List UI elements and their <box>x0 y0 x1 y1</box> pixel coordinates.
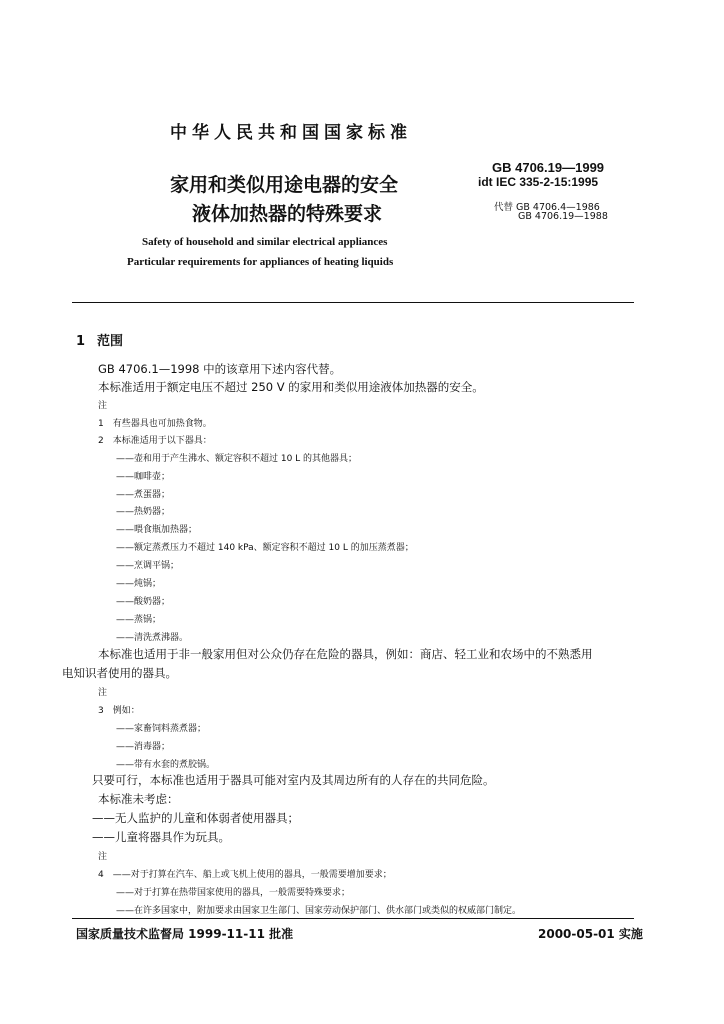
approval-statement: 国家质量技术监督局 1999-11-11 批准 <box>76 927 294 941</box>
implementation-date: 2000-05-01 实施 <box>538 927 643 941</box>
body-line: ——炖锅； <box>116 579 162 589</box>
standard-number: GB 4706.19—1999 <box>492 160 605 175</box>
body-line: 注 <box>98 401 108 411</box>
standard-title-line2: 液体加热器的特殊要求 <box>192 203 383 225</box>
body-line: 注 <box>98 852 108 862</box>
body-line: ——对于打算在热带国家使用的器具，一般需要特殊要求； <box>116 888 351 898</box>
body-line: 本标准适用于额定电压不超过 250 V 的家用和类似用途液体加热器的安全。 <box>98 380 484 394</box>
body-line: 3 例如： <box>98 706 140 716</box>
body-line: 1 有些器具也可加热食物。 <box>98 419 212 429</box>
body-line: 2 本标准适用于以下器具： <box>98 436 212 446</box>
standard-title-line1: 家用和类似用途电器的安全 <box>170 174 399 196</box>
body-line: ——煮蛋器； <box>116 490 171 500</box>
body-line: 本标准也适用于非一般家用但对公众仍存在危险的器具，例如：商店、轻工业和农场中的不熟悉用 <box>98 647 593 661</box>
english-title-line1: Safety of household and similar electrical appliances <box>142 236 388 248</box>
body-line: ——家畜饲料蒸煮器； <box>116 724 207 734</box>
body-line: ——烹调平锅； <box>116 561 180 571</box>
body-line: ——咖啡壶； <box>116 472 171 482</box>
body-line: 注 <box>98 688 108 698</box>
issuing-organization: 中华人民共和国国家标准 <box>170 123 412 143</box>
body-line: 本标准未考虑： <box>98 792 179 806</box>
section-number: 1 <box>76 334 86 349</box>
body-line: ——清洗煮沸器。 <box>116 633 189 643</box>
body-line: ——在许多国家中，附加要求由国家卫生部门、国家劳动保护部门、供水部门或类似的权威部门制定。 <box>116 906 522 916</box>
body-line: ——蒸锅； <box>116 615 162 625</box>
body-line: ——壶和用于产生沸水、额定容积不超过 10 L 的其他器具； <box>116 454 358 464</box>
body-line: 只要可行，本标准也适用于器具可能对室内及其周边所有的人存在的共同危险。 <box>92 773 495 787</box>
body-line: ——带有水套的煮胶锅。 <box>116 760 216 770</box>
header-divider <box>72 302 634 303</box>
body-line: ——热奶器； <box>116 507 171 517</box>
body-line: 电知识者使用的器具。 <box>62 666 177 680</box>
section-heading <box>76 330 135 349</box>
body-line: GB 4706.1—1998 中的该章用下述内容代替。 <box>98 362 342 376</box>
body-line: 4 ——对于打算在汽车、船上或飞机上使用的器具，一般需要增加要求； <box>98 870 392 880</box>
body-line: ——消毒器； <box>116 742 171 752</box>
body-line: ——额定蒸煮压力不超过 140 kPa、额定容积不超过 10 L 的加压蒸煮器； <box>116 543 414 553</box>
body-line: ——无人监护的儿童和体弱者使用器具； <box>92 811 299 825</box>
idt-reference: idt IEC 335-2-15:1995 <box>478 175 599 189</box>
body-line: ——喂食瓶加热器； <box>116 525 198 535</box>
footer-divider <box>72 918 634 919</box>
english-title-line2: Particular requirements for appliances of heating liquids <box>127 256 394 268</box>
body-line: ——酸奶器； <box>116 597 171 607</box>
replaces-line1: 代替 GB 4706.4—1986 <box>494 202 600 213</box>
section-title: 范围 <box>97 334 124 349</box>
body-line: ——儿童将器具作为玩具。 <box>92 830 230 844</box>
replaces-line2: GB 4706.19—1988 <box>518 211 608 222</box>
